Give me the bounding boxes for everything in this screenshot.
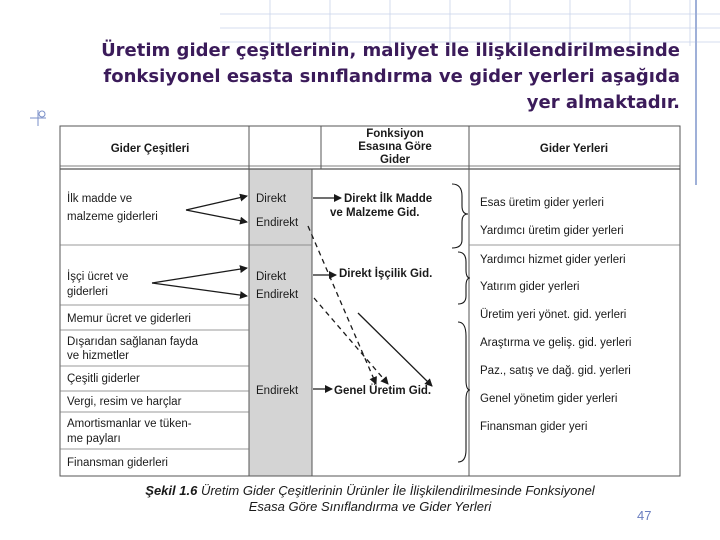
- header-functional-line3: Gider: [379, 154, 411, 166]
- cost-center-4: Yatırım gider yerleri: [480, 281, 580, 293]
- expense-type-5: Çeşitli giderler: [67, 373, 140, 385]
- direct-label-1: Direkt: [256, 193, 287, 205]
- expense-type-7a: Amortismanlar ve tüken-: [67, 418, 192, 430]
- caption-line-2: Esasa Göre Sınıflandırma ve Gider Yerleri: [248, 499, 492, 514]
- expense-type-2a: İşçi ücret ve: [67, 271, 129, 283]
- cost-center-7: Paz., satış ve dağ. gid. yerleri: [480, 365, 631, 377]
- figure-caption: [60, 483, 680, 515]
- expense-type-3: Memur ücret ve giderleri: [67, 313, 191, 325]
- functional-overhead: Genel Üretim Gid.: [334, 385, 432, 397]
- functional-direct-material-a: Direkt İlk Madde: [344, 193, 433, 205]
- expense-type-2b: giderleri: [67, 286, 108, 298]
- expense-type-4b: ve hizmetler: [67, 350, 129, 362]
- direct-label-2: Direkt: [256, 271, 287, 283]
- expense-type-8: Finansman giderleri: [67, 457, 168, 469]
- header-functional-line1: Fonksiyon: [366, 128, 424, 140]
- cost-center-1: Esas üretim gider yerleri: [480, 197, 604, 209]
- indirect-label-3: Endirekt: [256, 385, 299, 397]
- caption-label: Şekil 1.6: [145, 483, 198, 498]
- cost-center-8: Genel yönetim gider yerleri: [480, 393, 618, 405]
- heading-line-2: fonksiyonel esasta sınıflandırma ve gider yerleri aşağıda: [103, 66, 680, 87]
- expense-type-7b: me payları: [67, 433, 121, 445]
- cost-center-5: Üretim yeri yönet. gid. yerleri: [480, 309, 627, 321]
- indirect-label-2: Endirekt: [256, 289, 299, 301]
- expense-type-1b: malzeme giderleri: [67, 211, 158, 223]
- heading-line-1: Üretim gider çeşitlerinin, maliyet ile ilişkilendirilmesinde: [101, 40, 680, 61]
- functional-direct-labor: Direkt İşçilik Gid.: [339, 268, 433, 280]
- expense-type-6: Vergi, resim ve harçlar: [67, 396, 182, 408]
- indirect-label-1: Endirekt: [256, 217, 299, 229]
- heading-line-3: yer almaktadır.: [526, 92, 680, 113]
- cost-center-2: Yardımcı üretim gider yerleri: [480, 225, 624, 237]
- header-cost-centers: Gider Yerleri: [539, 143, 609, 155]
- header-functional-line2: Esasına Göre: [358, 141, 432, 153]
- expense-type-4a: Dışarıdan sağlanan fayda: [67, 336, 199, 348]
- page-number: 47: [637, 508, 652, 523]
- expense-type-1a: İlk madde ve: [67, 193, 133, 205]
- caption-line-1: Üretim Gider Çeşitlerinin Ürünler İle İlişkilendirilmesinde Fonksiyonel: [200, 483, 595, 498]
- cost-center-3: Yardımcı hizmet gider yerleri: [480, 254, 626, 266]
- cost-center-6: Araştırma ve geliş. gid. yerleri: [480, 337, 632, 349]
- classification-column: [249, 169, 312, 476]
- cost-center-9: Finansman gider yeri: [480, 421, 588, 433]
- functional-direct-material-b: ve Malzeme Gid.: [330, 207, 420, 219]
- header-expense-types: Gider Çeşitleri: [110, 143, 190, 155]
